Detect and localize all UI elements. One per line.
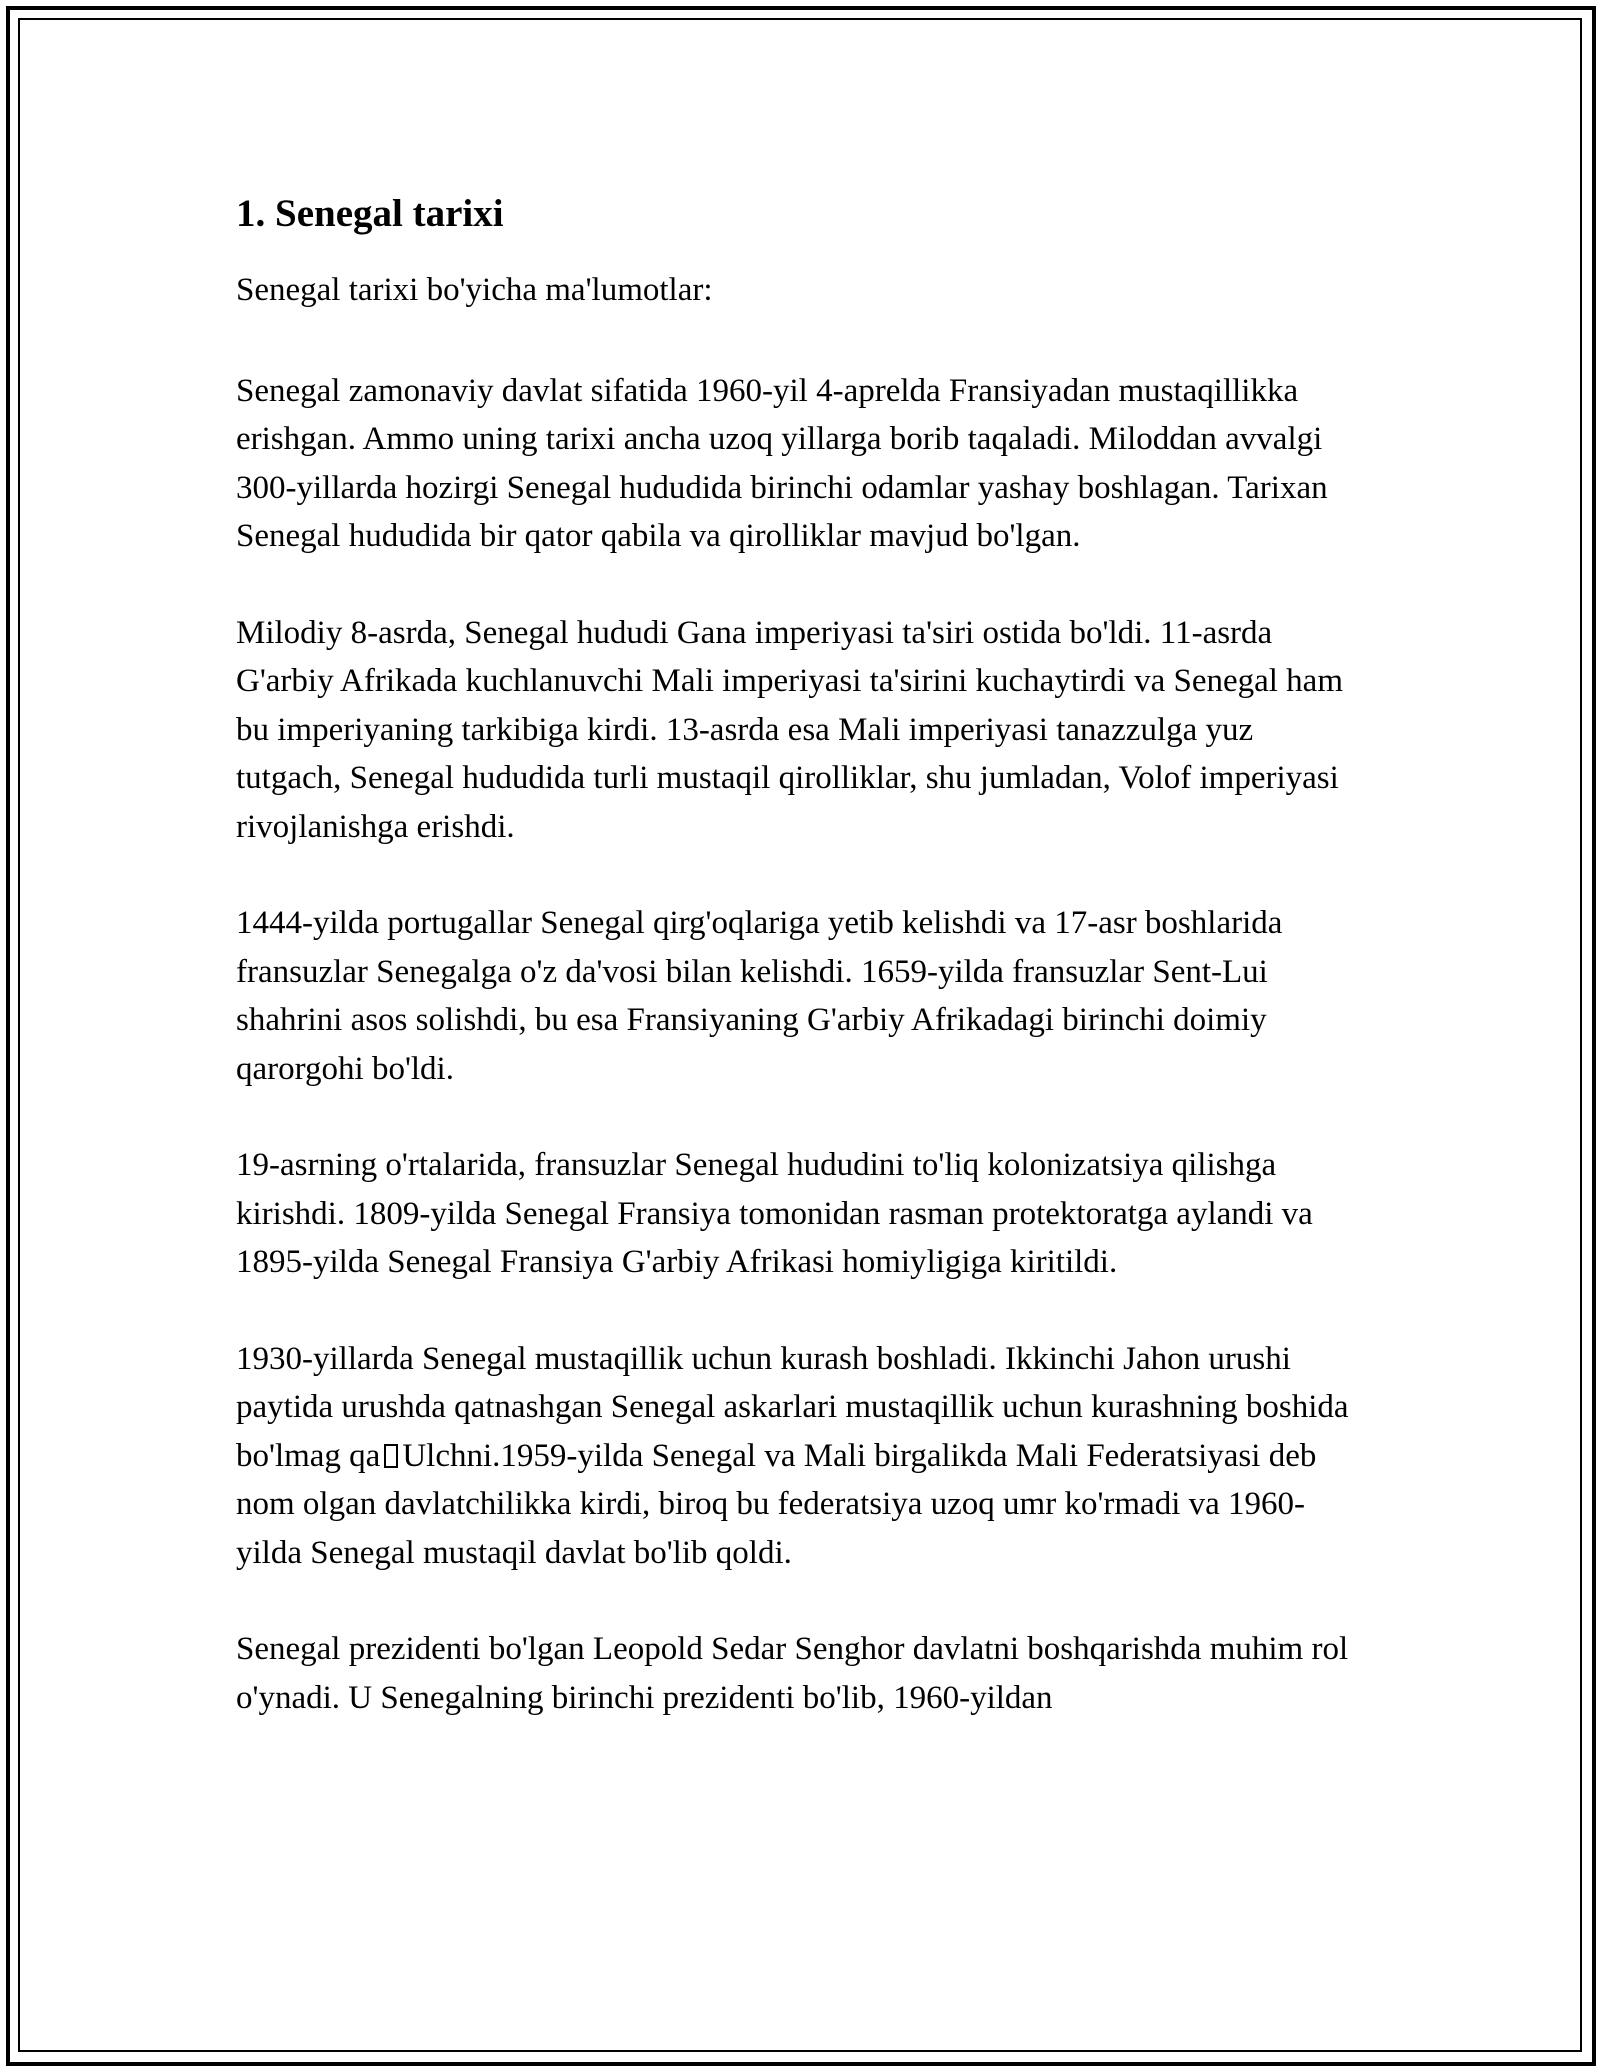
- paragraph-3: 1444-yilda portugallar Senegal qirg'oqlariga yetib kelishdi va 17-asr boshlarida fransuzlar Senegalga o'z da'vosi bilan kelishdi. 1659-yilda fransuzlar Sent-Lui shahrini asos solishdi, bu esa Fransiyaning G'arbiy Afrikadagi birinchi doimiy qarorgohi bo'ldi.: [236, 905, 1283, 1087]
- missing-glyph-icon: [384, 1444, 398, 1468]
- paragraph-6: Senegal prezidenti bo'lgan Leopold Sedar Senghor davlatni boshqarishda muhim rol o'ynadi. U Senegalning birinchi prezidenti bo'lib, 1960-yildan: [236, 1631, 1349, 1716]
- paragraph-2: Milodiy 8-asrda, Senegal hududi Gana imperiyasi ta'siri ostida bo'ldi. 11-asrda G'arbiy Afrikada kuchlanuvchi Mali imperiyasi ta'sirini kuchaytirdi va Senegal ham bu imperiyaning tarkibiga kirdi. 13-asrda esa Mali imperiyasi tanazzulga yuz tutgach, Senegal hududida turli mustaqil qirolliklar, shu jumladan, Volof imperiyasi rivojlanishga erishdi.: [236, 614, 1343, 845]
- document-body: [236, 186, 1366, 1770]
- intro-paragraph: Senegal tarixi bo'yicha ma'lumotlar:: [236, 272, 713, 308]
- paragraph-5-part-2: Ulchni.1959-yilda Senegal va Mali birgalikda Mali Federatsiyasi deb nom olgan davlatchilikka kirdi, biroq bu federatsiya uzoq umr ko'rmadi va 1960-yilda Senegal mustaqil davlat bo'lib qoldi.: [236, 1437, 1317, 1571]
- paragraph-5: [236, 1335, 1366, 1578]
- paragraph-5-part-1: 1930-yillarda Senegal mustaqillik uchun kurash boshladi. Ikkinchi Jahon urushi paytida urushda qatnashgan Senegal askarlari mustaqillik uchun kurashning boshida bo'lmag qa: [236, 1340, 1349, 1474]
- paragraph-4: 19-asrning o'rtalarida, fransuzlar Senegal hududini to'liq kolonizatsiya qilishga kirishdi. 1809-yilda Senegal Fransiya tomonidan rasman protektoratga aylandi va 1895-yilda Senegal Fransiya G'arbiy Afrikasi homiyligiga kiritildi.: [236, 1147, 1313, 1280]
- section-heading: 1. Senegal tarixi: [236, 192, 504, 235]
- paragraph-1: Senegal zamonaviy davlat sifatida 1960-yil 4-aprelda Fransiyadan mustaqillikka erishgan. Ammo uning tarixi ancha uzoq yillarga borib taqaladi. Miloddan avvalgi 300-yillarda hozirgi Senegal hududida birinchi odamlar yashay boshlagan. Tarixan Senegal hududida bir qator qabila va qirolliklar mavjud bo'lgan.: [236, 372, 1328, 554]
